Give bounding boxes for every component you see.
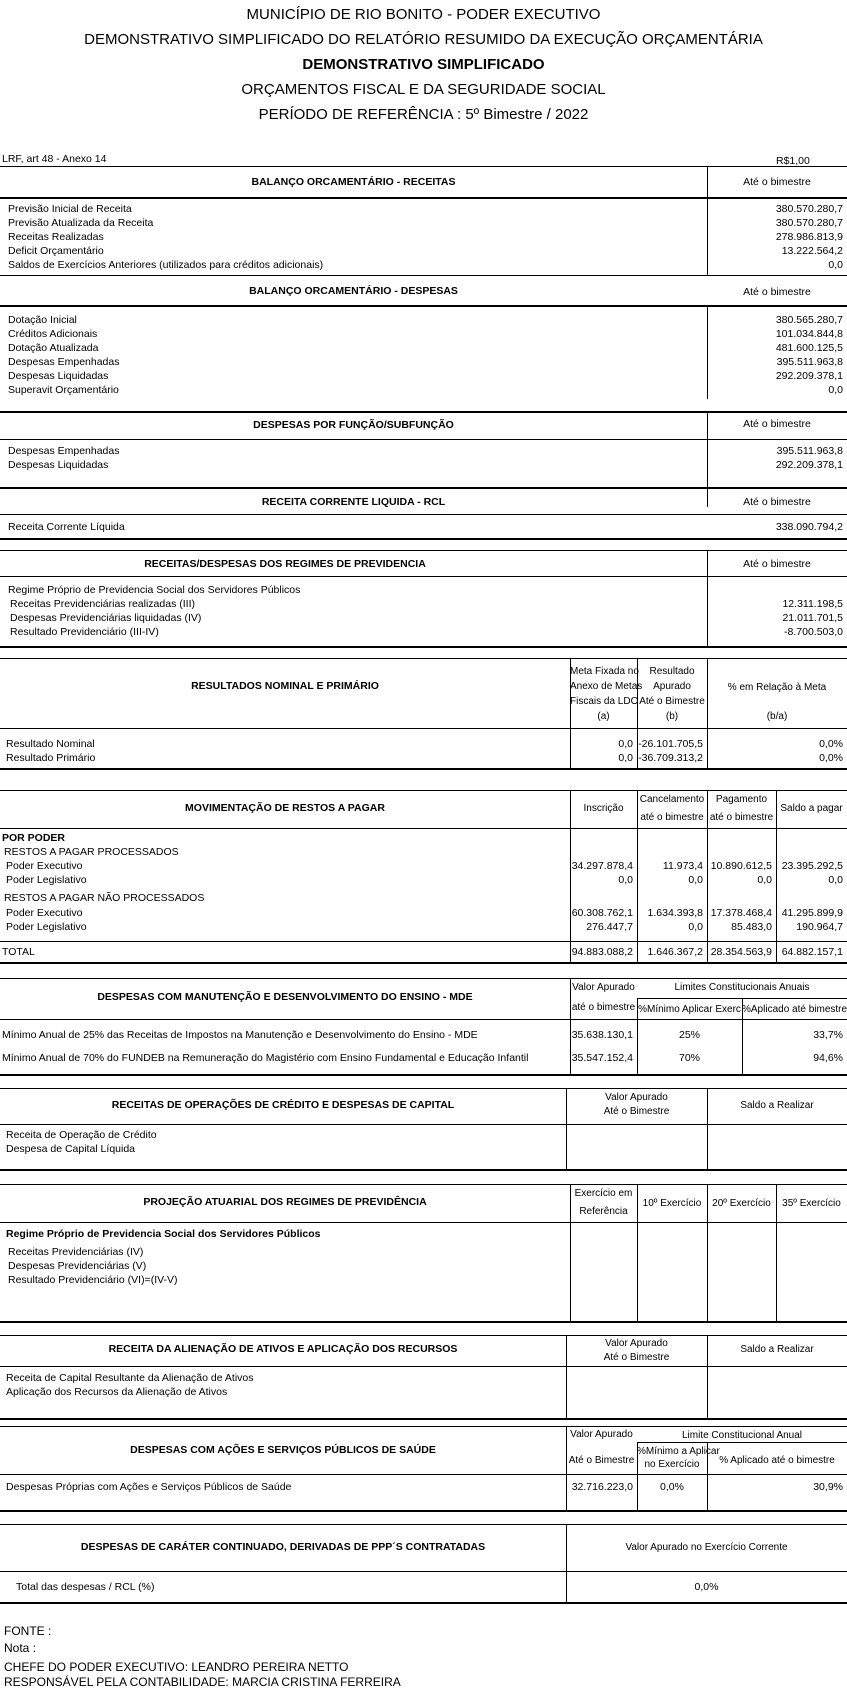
report-municipality: MUNICÍPIO DE RIO BONITO - PODER EXECUTIVO <box>246 6 601 23</box>
atuarial-row-label: Resultado Previdenciário (VI)=(IV-V) <box>8 1274 178 1286</box>
restos-row-label: Poder Legislativo <box>6 921 87 933</box>
footer-chefe: CHEFE DO PODER EXECUTIVO: LEANDRO PEREIRA NETTO <box>4 1660 349 1674</box>
nominal-row-a: 0,0 <box>618 752 633 764</box>
nominal-row-label: Resultado Nominal <box>6 738 95 750</box>
despesas-row-value: 395.511.963,8 <box>776 356 843 368</box>
credito-title: RECEITAS DE OPERAÇÕES DE CRÉDITO E DESPESAS DE CAPITAL <box>111 1099 455 1111</box>
currency-unit: R$1,00 <box>776 155 810 167</box>
restos-cell: 0,0 <box>757 874 772 886</box>
despesas-row-label: Créditos Adicionais <box>8 328 98 340</box>
mde-col-aplicado: %Aplicado até bimestre <box>742 1004 847 1015</box>
receitas-row-value: 380.570.280,7 <box>775 217 843 229</box>
rcl-label: Receita Corrente Líquida <box>8 521 125 533</box>
report-subtitle: DEMONSTRATIVO SIMPLIFICADO <box>302 56 545 73</box>
nominal-col-a: Fiscais da LDO <box>570 696 639 707</box>
despesas-row-value: 292.209.378,1 <box>775 370 843 382</box>
mde-row-value: 35.547.152,4 <box>571 1052 633 1064</box>
despesas-row-value: 481.600.125,5 <box>775 342 843 354</box>
restos-processados: RESTOS A PAGAR PROCESSADOS <box>4 846 179 858</box>
restos-total-cell: 64.882.157,1 <box>781 946 843 958</box>
rcl-title: RECEITA CORRENTE LIQUIDA - RCL <box>261 496 446 508</box>
ppp-label: Total das despesas / RCL (%) <box>16 1581 155 1593</box>
despesas-row-value: 101.034.844,8 <box>775 328 843 340</box>
nominal-row-pct: 0,0% <box>819 738 843 750</box>
restos-total-cell: 94.883.088,2 <box>571 946 633 958</box>
saude-limit-header: Limite Constitucional Anual <box>681 1430 803 1441</box>
report-period: PERÍODO DE REFERÊNCIA : 5º Bimestre / 2022 <box>258 106 589 123</box>
restos-col-inscricao: Inscrição <box>583 803 624 814</box>
nominal-col-b: Resultado <box>649 666 695 677</box>
restos-nao-processados: RESTOS A PAGAR NÃO PROCESSADOS <box>4 892 205 904</box>
restos-cell: 0,0 <box>828 874 843 886</box>
mde-row-min: 70% <box>679 1052 701 1064</box>
restos-total-cell: 1.646.367,2 <box>647 946 703 958</box>
credito-col-saldo: Saldo a Realizar <box>740 1100 814 1111</box>
restos-cell: 0,0 <box>618 874 633 886</box>
funcao-row-value: 395.511.963,8 <box>776 445 843 457</box>
restos-cell: 1.634.393,8 <box>647 907 703 919</box>
atuarial-row-label: Despesas Previdenciárias (V) <box>8 1260 147 1272</box>
atuarial-col-20: 20º Exercício <box>712 1198 771 1209</box>
restos-cell: 11.973,4 <box>662 860 703 872</box>
report-scope: ORÇAMENTOS FISCAL E DA SEGURIDADE SOCIAL <box>241 81 606 98</box>
atuarial-col-10: 10º Exercício <box>642 1198 702 1209</box>
atuarial-title: PROJEÇÃO ATUARIAL DOS REGIMES DE PREVIDÊNCIA <box>143 1196 427 1208</box>
previdencia-row-label: Resultado Previdenciário (III-IV) <box>10 626 159 638</box>
receitas-row-label: Saldos de Exercícios Anteriores (utilizados para créditos adicionais) <box>8 259 324 271</box>
restos-cell: 34.297.878,4 <box>571 860 633 872</box>
receitas-row-label: Previsão Inicial de Receita <box>8 203 132 215</box>
rcl-col-header: Até o bimestre <box>743 496 811 508</box>
mde-col-valor: Valor Apurado <box>572 982 635 993</box>
footer-fonte: FONTE : <box>4 1624 52 1638</box>
mde-row-min: 25% <box>679 1029 701 1041</box>
funcao-row-label: Despesas Empenhadas <box>8 445 120 457</box>
restos-col-cancelamento: até o bimestre <box>640 812 704 823</box>
receitas-title: BALANÇO ORCAMENTÁRIO - RECEITAS <box>251 176 456 188</box>
receitas-row-label: Deficit Orçamentário <box>8 245 104 257</box>
previdencia-row-label: Despesas Previdenciárias liquidadas (IV) <box>10 612 202 624</box>
receitas-row-value: 278.986.813,9 <box>775 231 843 243</box>
lrf-reference: LRF, art 48 - Anexo 14 <box>2 153 107 165</box>
atuarial-col-ref: Referência <box>579 1206 628 1217</box>
restos-total-cell: 28.354.563,9 <box>710 946 772 958</box>
previdencia-row-value: 21.011.701,5 <box>782 612 843 624</box>
restos-cell: 17.378.468,4 <box>710 907 772 919</box>
saude-col-aplicado: % Aplicado até o bimestre <box>719 1455 835 1466</box>
nominal-row-a: 0,0 <box>618 738 633 750</box>
nominal-col-b: (b) <box>665 711 679 722</box>
nominal-col-b: Apurado <box>653 681 691 692</box>
atuarial-group: Regime Próprio de Previdencia Social dos Servidores Públicos <box>6 1228 321 1240</box>
receitas-row-label: Previsão Atualizada da Receita <box>8 217 154 229</box>
despesas-row-value: 380.565.280,7 <box>775 314 843 326</box>
mde-col-valor: até o bimestre <box>571 1002 636 1013</box>
previdencia-row-value: -8.700.503,0 <box>784 626 843 638</box>
previdencia-col-header: Até o bimestre <box>743 558 811 570</box>
ppp-title: DESPESAS DE CARÁTER CONTINUADO, DERIVADAS DE PPP´S CONTRATADAS <box>80 1541 486 1553</box>
restos-cell: 85.483,0 <box>731 921 772 933</box>
mde-row-value: 35.638.130,1 <box>571 1029 633 1041</box>
previdencia-group: Regime Próprio de Previdencia Social dos Servidores Públicos <box>8 584 301 596</box>
restos-row-label: Poder Executivo <box>6 860 83 872</box>
funcao-row-value: 292.209.378,1 <box>775 459 843 471</box>
credito-row-label: Receita de Operação de Crédito <box>6 1129 157 1141</box>
credito-col-valor: Até o Bimestre <box>603 1106 670 1117</box>
despesas-row-label: Despesas Liquidadas <box>8 370 109 382</box>
despesas-row-label: Despesas Empenhadas <box>8 356 120 368</box>
restos-row-label: Poder Executivo <box>6 907 83 919</box>
saude-title: DESPESAS COM AÇÕES E SERVIÇOS PÚBLICOS DE SAÚDE <box>130 1444 436 1456</box>
atuarial-col-35: 35º Exercício <box>782 1198 841 1209</box>
restos-col-pagamento: Pagamento <box>715 794 768 805</box>
despesas-row-label: Superavit Orçamentário <box>8 384 119 396</box>
despesas-col-header: Até o bimestre <box>743 286 811 298</box>
previdencia-row-label: Receitas Previdenciárias realizadas (III) <box>10 598 195 610</box>
restos-cell: 23.395.292,5 <box>781 860 843 872</box>
restos-col-cancelamento: Cancelamento <box>639 794 705 805</box>
despesas-row-label: Dotação Atualizada <box>8 342 99 354</box>
mde-row-label: Mínimo Anual de 70% do FUNDEB na Remuneração do Magistério com Ensino Fundamental e Educação Infantil <box>2 1052 529 1064</box>
receitas-row-label: Receitas Realizadas <box>8 231 104 243</box>
alienacao-title: RECEITA DA ALIENAÇÃO DE ATIVOS E APLICAÇÃO DOS RECURSOS <box>108 1343 458 1355</box>
footer-responsavel: RESPONSÁVEL PELA CONTABILIDADE: MARCIA CRISTINA FERREIRA <box>4 1675 401 1689</box>
mde-col-minimo: %Mínimo Aplicar Exerc <box>638 1004 741 1015</box>
nominal-col-pct: % em Relação à Meta <box>727 682 827 693</box>
restos-row-label: Poder Legislativo <box>6 874 87 886</box>
restos-title: MOVIMENTAÇÃO DE RESTOS A PAGAR <box>185 802 385 814</box>
previdencia-title: RECEITAS/DESPESAS DOS REGIMES DE PREVIDENCIA <box>144 558 426 570</box>
saude-row-min: 0,0% <box>660 1481 684 1493</box>
restos-cell: 10.890.612,5 <box>710 860 772 872</box>
restos-cell: 41.295.899,9 <box>781 907 843 919</box>
funcao-title: DESPESAS POR FUNÇÃO/SUBFUNÇÃO <box>253 419 454 431</box>
receitas-row-value: 0,0 <box>828 259 843 271</box>
saude-col-minimo: %Mínimo a Aplicar <box>637 1446 720 1457</box>
atuarial-col-ref: Exercício em <box>574 1188 633 1199</box>
nominal-col-pct: (b/a) <box>766 711 788 722</box>
restos-total-label: TOTAL <box>2 946 35 958</box>
restos-cell: 60.308.762,1 <box>571 907 633 919</box>
ppp-col-header: Valor Apurado no Exercício Corrente <box>625 1542 788 1553</box>
restos-cell: 0,0 <box>688 921 703 933</box>
mde-row-applied: 33,7% <box>813 1029 843 1041</box>
nominal-row-b: -26.101.705,5 <box>638 738 703 750</box>
funcao-col-header: Até o bimestre <box>743 418 811 430</box>
nominal-title: RESULTADOS NOMINAL E PRIMÁRIO <box>191 680 379 692</box>
alienacao-row-label: Aplicação dos Recursos da Alienação de Ativos <box>6 1386 228 1398</box>
alienacao-row-label: Receita de Capital Resultante da Alienação de Ativos <box>6 1372 254 1384</box>
saude-row-value: 32.716.223,0 <box>571 1481 633 1493</box>
alienacao-col-valor: Até o Bimestre <box>603 1352 670 1363</box>
credito-col-valor: Valor Apurado <box>605 1092 668 1103</box>
funcao-row-label: Despesas Liquidadas <box>8 459 109 471</box>
restos-cell: 190.964,7 <box>796 921 843 933</box>
restos-cell: 276.447,7 <box>586 921 633 933</box>
despesas-title: BALANÇO ORCAMENTÁRIO - DESPESAS <box>249 285 458 297</box>
saude-col-valor: Até o Bimestre <box>568 1455 635 1466</box>
despesas-row-label: Dotação Inicial <box>8 314 77 326</box>
despesas-row-value: 0,0 <box>828 384 843 396</box>
atuarial-row-label: Receitas Previdenciárias (IV) <box>8 1246 144 1258</box>
ppp-value: 0,0% <box>694 1581 719 1593</box>
report-title: DEMONSTRATIVO SIMPLIFICADO DO RELATÓRIO RESUMIDO DA EXECUÇÃO ORÇAMENTÁRIA <box>84 31 763 48</box>
alienacao-col-saldo: Saldo a Realizar <box>740 1344 814 1355</box>
receitas-col-header: Até o bimestre <box>743 176 811 188</box>
receitas-row-value: 13.222.564,2 <box>781 245 843 257</box>
nominal-row-b: -36.709.313,2 <box>638 752 703 764</box>
credito-row-label: Despesa de Capital Líquida <box>6 1143 136 1155</box>
nominal-col-a: Anexo de Metas <box>570 681 643 692</box>
mde-title: DESPESAS COM MANUTENÇÃO E DESENVOLVIMENTO DO ENSINO - MDE <box>97 991 473 1003</box>
restos-por-poder: POR PODER <box>2 832 66 844</box>
nominal-col-a: Meta Fixada no <box>570 666 639 677</box>
mde-limits-header: Limites Constitucionais Anuais <box>674 982 810 993</box>
saude-row-label: Despesas Próprias com Ações e Serviços Públicos de Saúde <box>6 1481 292 1493</box>
receitas-row-value: 380.570.280,7 <box>775 203 843 215</box>
footer-nota: Nota : <box>4 1641 37 1655</box>
restos-cell: 0,0 <box>688 874 703 886</box>
saude-col-minimo: no Exercício <box>644 1459 700 1470</box>
saude-col-valor: Valor Apurado <box>570 1429 633 1440</box>
nominal-col-a: (a) <box>597 711 610 722</box>
restos-col-pagamento: até o bimestre <box>709 812 774 823</box>
mde-row-applied: 94,6% <box>813 1052 843 1064</box>
previdencia-row-value: 12.311.198,5 <box>782 598 843 610</box>
restos-col-saldo: Saldo a pagar <box>780 803 843 814</box>
nominal-row-pct: 0,0% <box>819 752 843 764</box>
alienacao-col-valor: Valor Apurado <box>605 1338 668 1349</box>
nominal-row-label: Resultado Primário <box>6 752 96 764</box>
mde-row-label: Mínimo Anual de 25% das Receitas de Impostos na Manutenção e Desenvolvimento do Ensino - MDE <box>2 1029 478 1041</box>
rcl-value: 338.090.794,2 <box>775 521 843 533</box>
saude-row-applied: 30,9% <box>813 1481 843 1493</box>
nominal-col-b: Até o Bimestre <box>639 696 705 707</box>
